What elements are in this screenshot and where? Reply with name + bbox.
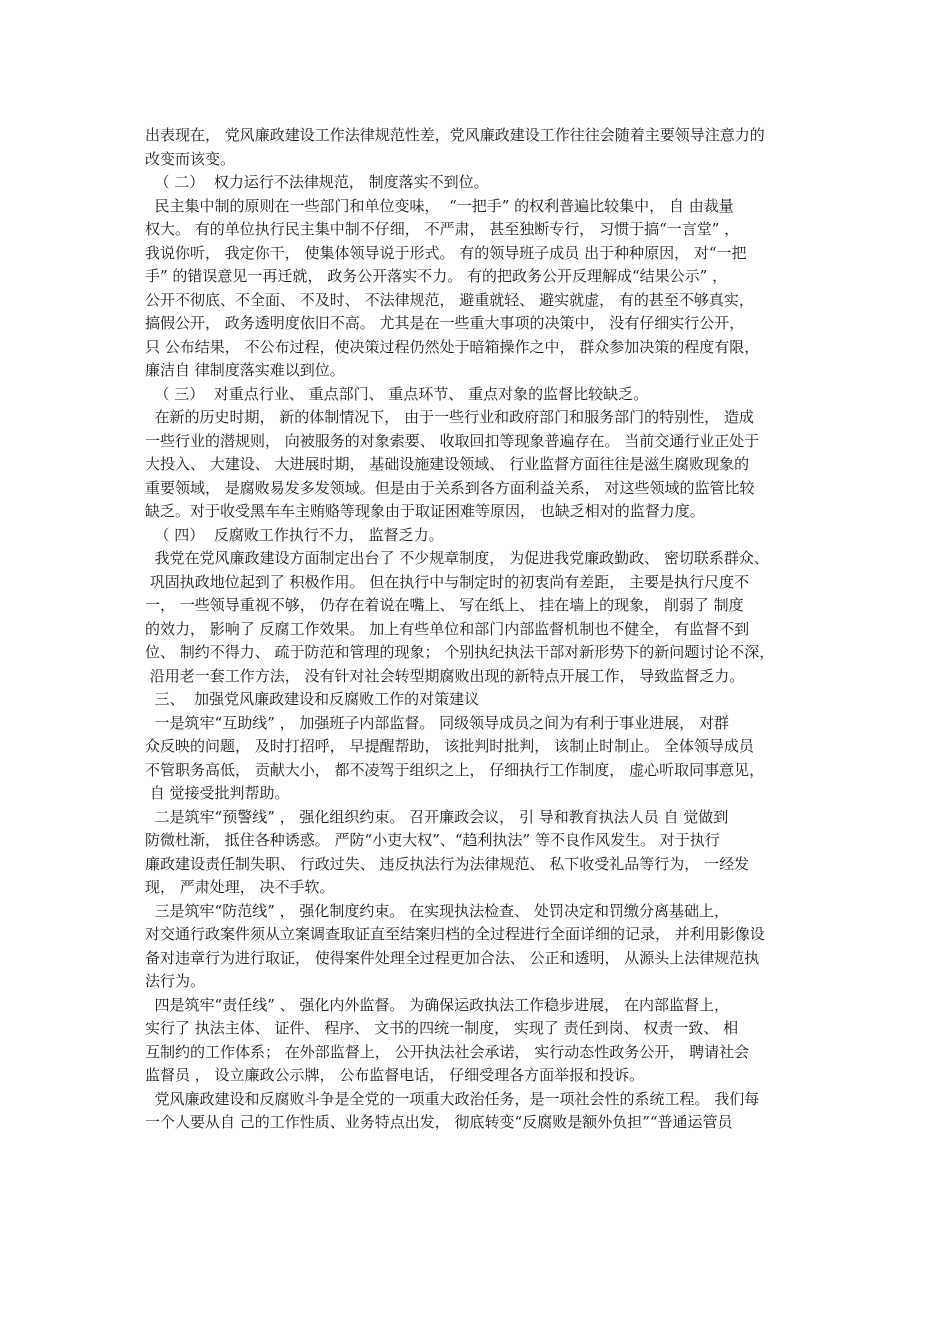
text-line: 三是筑牢“防范线” ， 强化制度约束。 在实现执法检查、 处罚决定和罚缴分离基础上， — [145, 901, 729, 920]
text-line: 大投入、 大建设、 大进展时期， 基础设施建设领域、 行业监督方面往往是滋生腐败现象的 — [145, 455, 750, 473]
text-line: 位、 制约不得力、 疏于防范和管理的现象； 个别执纪执法干部对新形势下的新问题讨论不深， — [145, 643, 775, 661]
text-line: 防微杜渐， 抵住各种诱惑。 严防“小吏大权”、“趋利执法” 等不良作风发生。 对于执行 — [145, 831, 720, 849]
text-line: 实行了 执法主体、 证件、 程序、 文书的四统一制度， 实现了 责任到岗、 权责一致、 相 — [145, 1019, 739, 1037]
text-line: （ 二） 权力运行不法律规范， 制度落实不到位。 — [145, 173, 489, 191]
text-line: 民主集中制的原则在一些部门和单位变味， “一把手” 的权利普遍比较集中， 自 由裁量 — [145, 196, 734, 215]
text-line: 在新的历史时期， 新的体制情况下， 由于一些行业和政府部门和服务部门的特别性， 造成 — [145, 408, 754, 426]
text-line: 沿用老一套工作方法， 没有针对社会转型期腐败出现的新特点开展工作， 导致监督乏力。 — [145, 666, 745, 685]
text-line: 改变而该变。 — [145, 149, 236, 168]
text-line: 对交通行政案件须从立案调查取证直至结案归档的全过程进行全面详细的记录， 并利用影像设 — [145, 925, 765, 943]
text-line: 手” 的错误意见一再迁就， 政务公开落实不力。 有的把政务公开反理解成“结果公示” ， — [145, 267, 728, 285]
text-line: 备对违章行为进行取证， 使得案件处理全过程更加合法、 公正和透明， 从源头上法律规范执 — [145, 948, 760, 967]
text-line: 三、 加强党风廉政建设和反腐败工作的对策建议 — [145, 690, 480, 708]
text-line: 我说你听， 我定你干， 使集体领导说于形式。 有的领导班子成员 出于种种原因， 对“一把 — [145, 243, 747, 262]
text-line: 只 公布结果， 不公布过程，使决策过程仍然处于暗箱操作之中， 群众参加决策的程度有限， — [145, 337, 760, 356]
text-line: 党风廉政建设和反腐败斗争是全党的一项重大政治任务，是一项社会性的系统工程。 我们每 — [145, 1089, 760, 1108]
text-line: （ 四） 反腐败工作执行不力， 监督乏力。 — [145, 525, 444, 544]
text-line: 的效力， 影响了 反腐工作效果。 加上有些单位和部门内部监督机制也不健全， 有监督不到 — [145, 619, 750, 638]
document-body — [145, 124, 813, 1135]
text-line: （ 三） 对重点行业、 重点部门、 重点环节、 重点对象的监督比较缺乏。 — [145, 384, 649, 403]
text-line: 出表现在， 党风廉政建设工作法律规范性差，党风廉政建设工作往往会随着主要领导注意力的 — [145, 126, 765, 144]
text-line: 搞假公开， 政务透明度依旧不高。 尤其是在一些重大事项的决策中， 没有仔细实行公开， — [145, 314, 745, 332]
text-line: 廉政建设责任制失职、 行政过失、 违反执法行为法律规范、 私下收受礼品等行为， 一经发 — [145, 854, 750, 873]
text-line: 巩固执政地位起到了 积极作用。 但在执行中与制定时的初衷尚有差距， 主要是执行尺度不 — [145, 572, 750, 591]
text-line: 自 觉接受批判帮助。 — [145, 784, 290, 802]
text-line: 不管职务高低， 贡献大小， 都不凌驾于组织之上， 仔细执行工作制度， 虚心听取同事意见， — [145, 760, 765, 779]
text-line: 重要领域， 是腐败易发多发领域。但是由于关系到各方面利益关系， 对这些领域的监管比较 — [145, 478, 755, 497]
text-line: 现， 严肃处理， 决不手软。 — [145, 878, 335, 896]
text-line: 监督员 ， 设立廉政公示牌， 公布监督电话， 仔细受理各方面举报和投诉。 — [145, 1066, 645, 1084]
text-line: 众反映的问题， 及时打招呼， 早提醒帮助， 该批判时批判， 该制止时制止。 全体领导成员 — [145, 737, 754, 755]
text-line: 一， 一些领导重视不够， 仍存在着说在嘴上、 写在纸上、 挂在墙上的现象， 削弱了 制度 — [145, 596, 744, 614]
text-line: 我党在党风廉政建设方面制定出台了 不少规章制度， 为促进我党廉政勤政、 密切联系群众、 — [145, 549, 769, 567]
text-line: 权大。 有的单位执行民主集中制不仔细， 不严肃， 甚至独断专行， 习惯于搞“一言堂” ， — [145, 220, 740, 238]
text-line: 廉洁自 律制度落实难以到位。 — [145, 361, 345, 379]
text-line: 一是筑牢“互助线” ， 加强班子内部监督。 同级领导成员之间为有利于事业进展， 对群 — [145, 713, 729, 732]
text-line: 法行为。 — [145, 972, 206, 990]
text-line: 二是筑牢“预警线” ， 强化组织约束。 召开廉政会议， 引 导和教育执法人员 自 觉做到 — [145, 807, 729, 826]
text-line: 缺乏。对于收受黑车车主贿赂等现象由于取证困难等原因， 也缺乏相对的监督力度。 — [145, 502, 705, 520]
text-line: 四是筑牢“责任线” 、 强化内外监督。 为确保运政执法工作稳步进展， 在内部监督上， — [145, 995, 729, 1014]
text-line: 一个人要从自 己的工作性质、业务特点出发， 彻底转变“反腐败是额外负担”“普通运管员 — [145, 1113, 733, 1131]
text-line: 一些行业的潜规则， 向被服务的对象索要、 收取回扣等现象普遍存在。 当前交通行业正处于 — [145, 431, 760, 450]
text-line: 互制约的工作体系； 在外部监督上， 公开执法社会承诺， 实行动态性政务公开， 聘请社会 — [145, 1042, 750, 1061]
text-line: 公开不彻底、不全面、 不及时、 不法律规范， 避重就轻、 避实就虚， 有的甚至不够真实， — [145, 290, 754, 309]
